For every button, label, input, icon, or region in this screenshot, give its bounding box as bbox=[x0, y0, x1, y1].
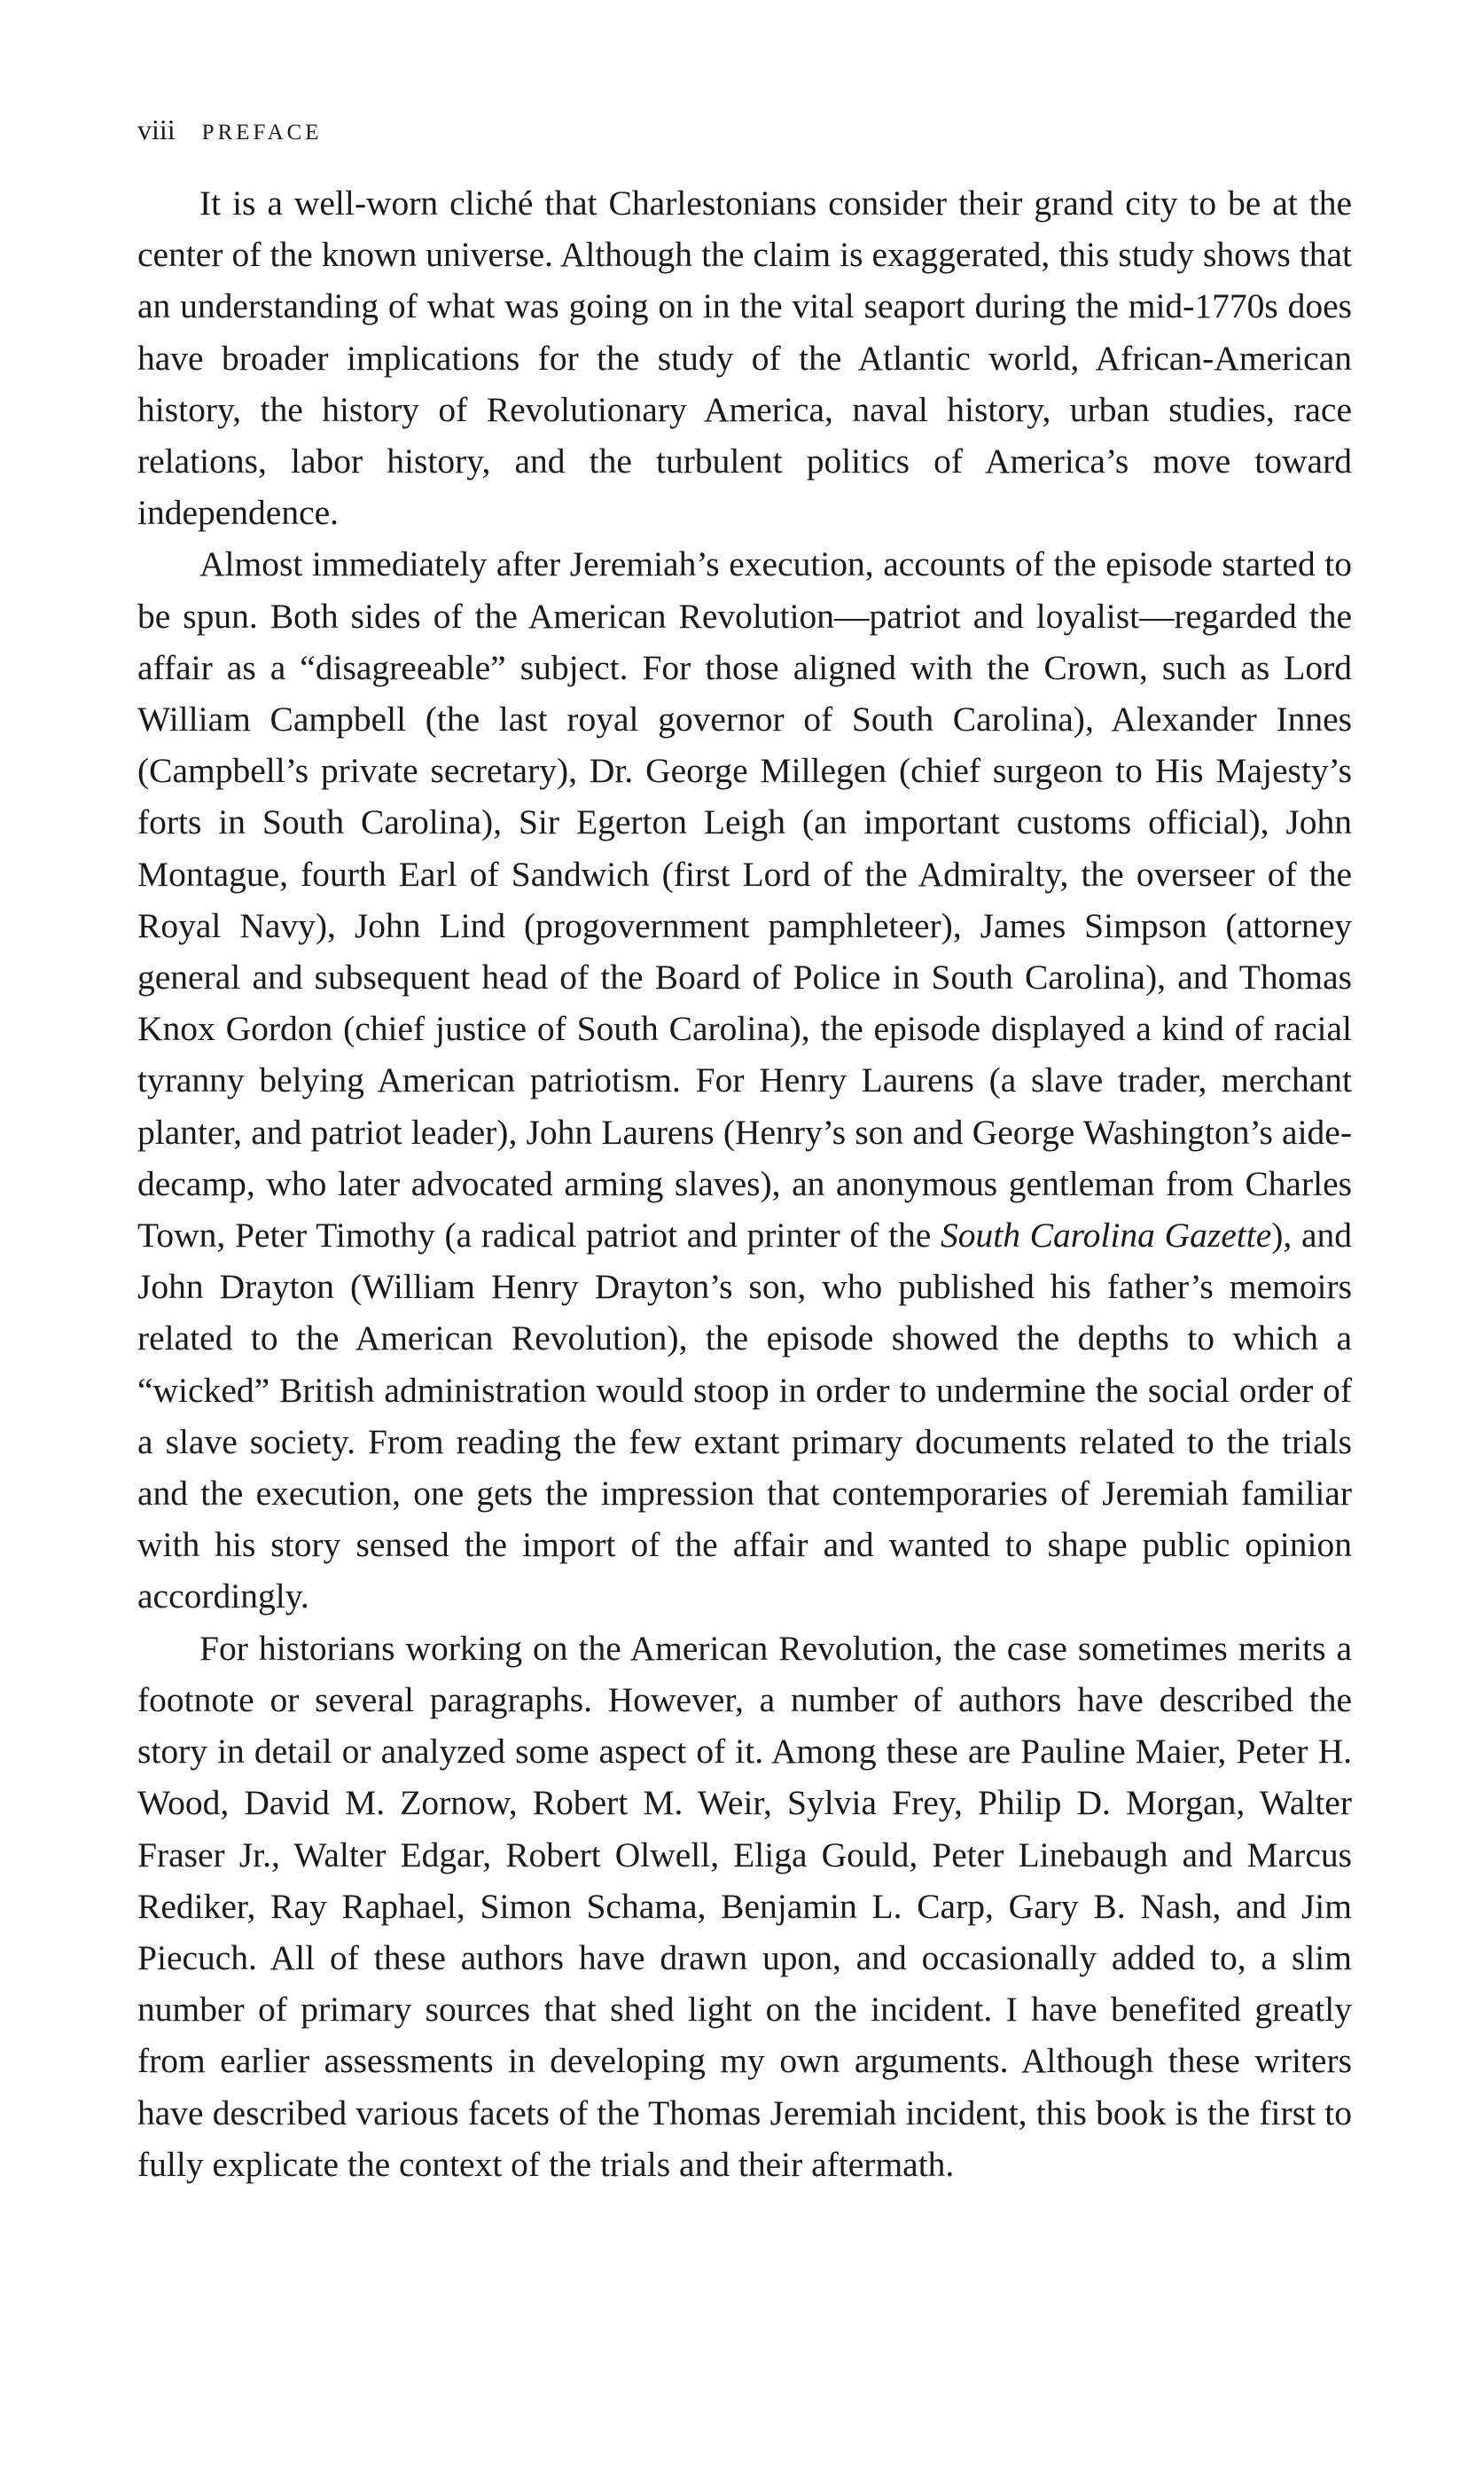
section-title: PREFACE bbox=[201, 121, 323, 145]
paragraph-2 bbox=[137, 538, 1352, 1622]
paragraph-2-text-a: Almost immediately after Jeremiah’s execution, accounts of the episode started to be spun. Both sides of the American Revolution—patriot and loyalist—regarded the affair as a “disagreeable” subject. For those aligned with the Crown, such as Lord William Campbell (the last royal governor of South Carolina), Alexander Innes (Campbell’s private secretary), Dr. George Millegen (chief surgeon to His Majesty’s forts in South Carolina), Sir Egerton Leigh (an important customs official), John Montague, fourth Earl of Sandwich (first Lord of the Admiralty, the overseer of the Royal Navy), John Lind (progovernment pamphleteer), James Simpson (attorney general and subsequent head of the Board of Police in South Carolina), and Thomas Knox Gordon (chief justice of South Carolina), the episode displayed a kind of racial tyranny belying American patriotism. For Henry Laurens (a slave trader, merchant planter, and patriot leader), John Laurens (Henry’s son and George Washington’s aide-decamp, who later advocated arming slaves), an anonymous gentleman from Charles Town, Peter Timothy (a radical patriot and printer of the bbox=[137, 544, 1352, 1256]
paragraph-2-text-b: ), and John Drayton (William Henry Drayton’s son, who published his father’s memoirs related to the American Revolution), the episode showed the depths to which a “wicked” British administration would stoop in order to undermine the social order of a slave society. From reading the few extant primary documents related to the trials and the execution, one gets the impression that contemporaries of Jeremiah familiar with his story sensed the import of the affair and wanted to shape public opinion accordingly. bbox=[137, 1216, 1352, 1616]
newspaper-title: South Carolina Gazette bbox=[941, 1216, 1272, 1256]
paragraph-3: For historians working on the American Revolution, the case sometimes merits a footnote or several paragraphs. However, a number of authors have described the story in detail or analyzed some aspect of it. Among these are Pauline Maier, Peter H. Wood, David M. Zornow, Robert M. Weir, Sylvia Frey, Philip D. Morgan, Walter Fraser Jr., Walter Edgar, Robert Olwell, Eliga Gould, Peter Linebaugh and Marcus Rediker, Ray Raphael, Simon Schama, Benjamin L. Carp, Gary B. Nash, and Jim Piecuch. All of these authors have drawn upon, and occasionally added to, a slim number of primary sources that shed light on the incident. I have benefited greatly from earlier assessments in developing my own arguments. Although these writers have described various facets of the Thomas Jeremiah incident, this book is the first to fully explicate the context of the trials and their aftermath. bbox=[137, 1628, 1352, 2184]
page-number: viii bbox=[137, 113, 176, 145]
paragraph-1: It is a well-worn cliché that Charlestonians consider their grand city to be at the center of the known universe. Although the claim is exaggerated, this study shows that an understanding of what was going on in the vital seaport during the mid-1770s does have broader implications for the study of the Atlantic world, African-American history, the history of Revolutionary America, naval history, urban studies, race relations, labor history, and the turbulent politics of America’s move toward independence. bbox=[137, 184, 1352, 533]
running-head bbox=[137, 115, 1352, 144]
book-page bbox=[137, 115, 1352, 2190]
